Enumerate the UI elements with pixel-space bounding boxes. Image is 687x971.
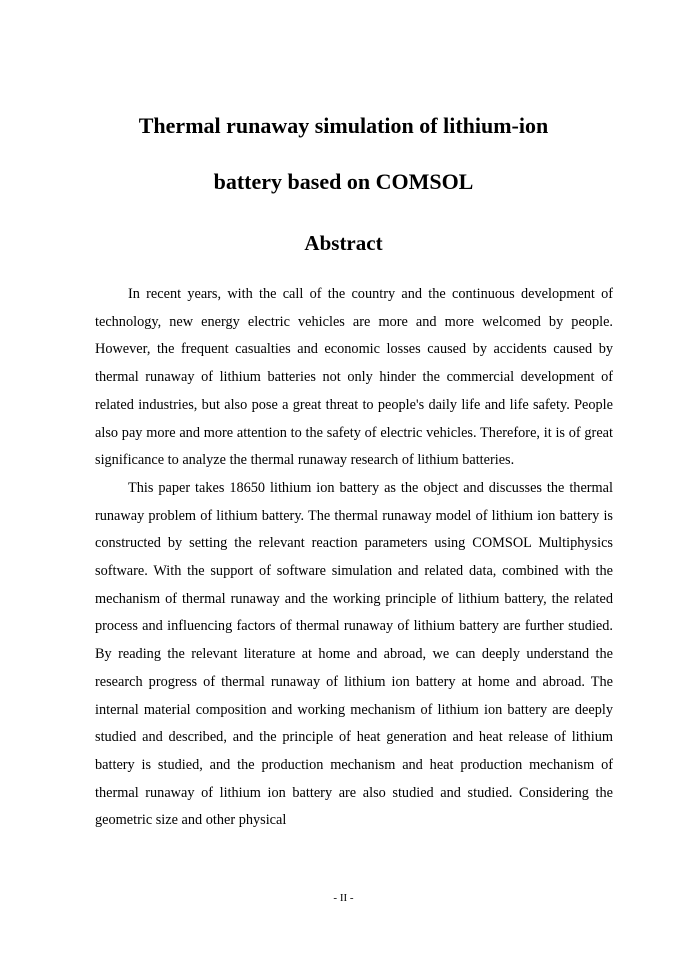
abstract-paragraph-1: In recent years, with the call of the country and the continuous development of technology, new energy electric vehicles are more and more welcomed by people. However, the frequent casualties and economic losses caused by accidents caused by thermal runaway of lithium batteries not only hinder the commercial development of related industries, but also pose a great threat to people's daily life and life safety. People also pay more and more attention to the safety of electric vehicles. Therefore, it is of great significance to analyze the thermal runaway research of lithium batteries.: [95, 286, 613, 469]
abstract-heading: Abstract: [304, 231, 383, 255]
abstract-body: [95, 281, 613, 835]
paper-title-line-1: Thermal runaway simulation of lithium-ion: [138, 113, 549, 138]
abstract-paragraph-2: This paper takes 18650 lithium ion battery as the object and discusses the thermal runaway problem of lithium battery. The thermal runaway model of lithium ion battery is constructed by setting the relevant reaction parameters using COMSOL Multiphysics software. With the support of software simulation and related data, combined with the mechanism of thermal runaway and the working principle of lithium battery, the related process and influencing factors of thermal runaway of lithium battery are further studied. By reading the relevant literature at home and abroad, we can deeply understand the research progress of thermal runaway of lithium ion battery at home and abroad. The internal material composition and working mechanism of lithium ion battery are deeply studied and described, and the principle of heat generation and heat release of lithium battery is studied, and the production mechanism and heat production mechanism of thermal runaway of lithium ion battery are also studied and studied. Considering the geometric size and other physical: [95, 479, 613, 829]
paper-title-line-2: battery based on COMSOL: [213, 169, 474, 194]
page-number: - II -: [333, 892, 354, 904]
